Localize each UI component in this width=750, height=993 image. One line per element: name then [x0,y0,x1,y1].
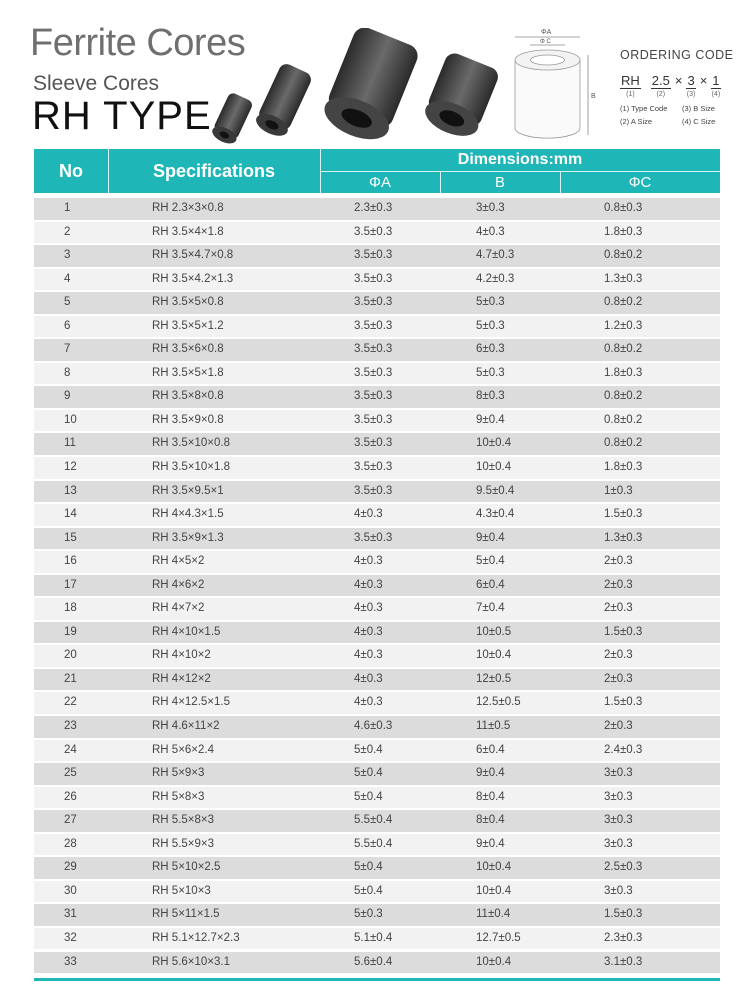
cell-phi-c: 1±0.3 [604,484,633,497]
cell-phi-a: 5.6±0.4 [354,955,393,968]
table-row [34,363,720,385]
cell-b: 7±0.4 [476,602,505,615]
cell-phi-a: 3.5±0.3 [354,225,393,238]
cell-no: 18 [64,602,77,615]
table-row [34,692,720,714]
dimension-diagram [505,25,610,145]
cell-spec: RH 3.5×5×1.2 [152,319,224,332]
header-specifications: Specifications [152,160,276,181]
cell-b: 9±0.4 [476,531,505,544]
cell-phi-a: 3.5±0.3 [354,343,393,356]
cell-phi-c: 1.5±0.3 [604,908,643,921]
cell-phi-c: 1.3±0.3 [604,272,643,285]
table-row [34,481,720,503]
cell-phi-a: 5.5±0.4 [354,814,393,827]
cell-spec: RH 5×10×3 [152,884,211,897]
cell-spec: RH 4×4.3×1.5 [152,508,224,521]
cell-b: 10±0.4 [476,861,512,874]
cell-phi-c: 0.8±0.3 [604,202,643,214]
cell-spec: RH 5×9×3 [152,767,205,780]
cell-phi-a: 4±0.3 [354,672,383,685]
cell-no: 7 [64,343,71,356]
cell-phi-c: 1.8±0.3 [604,461,643,474]
cell-phi-a: 5.1±0.4 [354,931,393,944]
cell-no: 27 [64,814,77,827]
cell-phi-c: 0.8±0.2 [604,390,643,403]
cell-spec: RH 3.5×4.7×0.8 [152,249,234,262]
cell-b: 11±0.5 [476,720,511,733]
cell-no: 13 [64,484,77,497]
phi-c-label: Φ C [540,39,551,45]
b-label: B [591,93,596,100]
cell-spec: RH 3.5×8×0.8 [152,390,224,403]
cell-no: 2 [64,225,71,238]
cell-b: 6±0.4 [476,578,505,591]
cell-phi-a: 3.5±0.3 [354,413,393,426]
table-row [34,598,720,620]
table-bottom-rule [34,978,720,981]
cell-no: 20 [64,649,77,662]
cell-b: 10±0.4 [476,955,512,968]
cell-phi-a: 3.5±0.3 [354,272,393,285]
cell-no: 21 [64,672,77,685]
page-title: Ferrite Cores [30,22,246,64]
cell-phi-a: 3.5±0.3 [354,249,393,262]
table-row [34,740,720,762]
cell-phi-a: 5±0.4 [354,884,383,897]
cell-phi-c: 3±0.3 [604,790,633,803]
cell-phi-c: 2±0.3 [604,720,633,733]
cell-phi-c: 0.8±0.2 [604,343,643,356]
table-row [34,810,720,832]
cell-no: 25 [64,767,77,780]
cell-phi-c: 0.8±0.2 [604,296,643,309]
header-phi-a: ΦA [369,174,391,191]
cell-no: 1 [64,202,71,214]
cell-no: 11 [64,437,76,450]
cell-b: 10±0.4 [476,649,512,662]
cell-no: 15 [64,531,77,544]
code-part: 1 [712,73,720,88]
cell-phi-c: 2±0.3 [604,578,633,591]
cell-phi-c: 2.3±0.3 [604,931,643,944]
code-part: 3 [687,73,695,88]
cell-phi-a: 5±0.4 [354,767,383,780]
cell-spec: RH 2.3×3×0.8 [152,202,224,214]
table-row [34,245,720,267]
cell-b: 4.2±0.3 [476,272,515,285]
cell-no: 10 [64,413,77,426]
header-dimensions: Dimensions:mm [457,151,583,168]
table-row [34,528,720,550]
cell-phi-c: 2.5±0.3 [604,861,643,874]
cell-spec: RH 4×12.5×1.5 [152,696,231,709]
cell-phi-a: 4.6±0.3 [354,720,393,733]
cell-b: 5±0.3 [476,319,505,332]
code-separator: × [699,73,708,88]
table-row [34,410,720,432]
cell-phi-c: 0.8±0.2 [604,413,643,426]
cell-phi-a: 3.5±0.3 [354,484,393,497]
cell-b: 5±0.4 [476,555,505,568]
cell-phi-a: 4±0.3 [354,578,383,591]
cell-b: 4.3±0.4 [476,508,515,521]
cell-b: 8±0.4 [476,814,505,827]
cell-no: 5 [64,296,71,309]
cell-spec: RH 5×8×3 [152,790,205,803]
table-row [34,857,720,879]
cell-phi-c: 0.8±0.2 [604,249,643,262]
table-row [34,198,720,220]
cell-phi-c: 1.8±0.3 [604,225,643,238]
cell-spec: RH 4×10×2 [152,649,211,662]
cell-spec: RH 3.5×5×1.8 [152,366,224,379]
cell-phi-c: 2.4±0.3 [604,743,643,756]
cell-no: 29 [64,861,77,874]
cell-no: 14 [64,508,77,521]
cell-spec: RH 3.5×5×0.8 [152,296,224,309]
code-part-number: (4) [711,91,721,98]
ordering-code-title: ORDERING CODE [620,48,734,62]
cell-spec: RH 3.5×4.2×1.3 [152,272,234,285]
cell-phi-c: 2±0.3 [604,555,633,568]
cell-no: 31 [64,908,77,921]
ordering-legend [620,104,745,126]
cell-no: 19 [64,625,77,638]
cell-phi-a: 4±0.3 [354,649,383,662]
cell-no: 28 [64,837,77,850]
table-row [34,292,720,314]
cell-b: 12.7±0.5 [476,931,521,944]
cell-no: 30 [64,884,77,897]
cell-phi-a: 3.5±0.3 [354,366,393,379]
cell-phi-c: 2±0.3 [604,602,633,615]
cell-spec: RH 4×6×2 [152,578,205,591]
table-row [34,645,720,667]
cell-no: 32 [64,931,77,944]
cell-phi-a: 4±0.3 [354,508,383,521]
cell-spec: RH 5.1×12.7×2.3 [152,931,240,944]
cell-no: 8 [64,366,71,379]
legend-item: (1) Type Code [620,104,668,113]
cell-spec: RH 3.5×9×0.8 [152,413,224,426]
cell-b: 12±0.5 [476,672,512,685]
cell-phi-a: 5±0.4 [354,743,383,756]
cell-no: 33 [64,955,77,968]
cell-b: 12.5±0.5 [476,696,521,709]
cell-spec: RH 5×11×1.5 [152,908,220,921]
cell-no: 22 [64,696,77,709]
cell-phi-a: 3.5±0.3 [354,390,393,403]
cell-b: 10±0.4 [476,437,512,450]
cell-spec: RH 4×5×2 [152,555,205,568]
table-row [34,457,720,479]
cell-no: 12 [64,461,77,474]
ordering-code-example [620,74,745,98]
cell-b: 4±0.3 [476,225,505,238]
header-phi-c: ΦC [628,174,652,191]
table-row [34,834,720,856]
legend-item: (2) A Size [620,117,653,126]
cell-no: 17 [64,578,77,591]
header-no: No [59,160,83,181]
ferrite-cores-image [210,28,510,148]
ordering-code [620,48,745,126]
cell-b: 10±0.4 [476,884,512,897]
code-part: RH [621,73,640,88]
cell-no: 23 [64,720,77,733]
cell-phi-c: 3.1±0.3 [604,955,643,968]
cell-b: 9±0.4 [476,837,505,850]
cell-phi-a: 3.5±0.3 [354,437,393,450]
cell-phi-a: 4±0.3 [354,602,383,615]
table-row [34,716,720,738]
table-row [34,904,720,926]
cell-phi-a: 3.5±0.3 [354,461,393,474]
cell-phi-c: 1.8±0.3 [604,366,643,379]
cell-b: 4.7±0.3 [476,249,515,262]
cell-spec: RH 4×10×1.5 [152,625,221,638]
table-row [34,316,720,338]
cell-no: 24 [64,743,77,756]
cell-phi-a: 5±0.4 [354,790,383,803]
cell-phi-a: 3.5±0.3 [354,531,393,544]
cell-no: 9 [64,390,71,403]
page-subtitle: Sleeve Cores [33,72,160,95]
table-row [34,881,720,903]
cell-b: 9±0.4 [476,413,505,426]
cell-b: 3±0.3 [476,202,505,214]
cell-phi-c: 1.3±0.3 [604,531,643,544]
cell-spec: RH 4.6×11×2 [152,720,220,733]
header-b: B [494,174,505,191]
table-row [34,433,720,455]
cell-phi-c: 0.8±0.2 [604,437,643,450]
cell-phi-a: 5.5±0.4 [354,837,393,850]
cell-b: 6±0.3 [476,343,505,356]
table-row [34,386,720,408]
cell-b: 10±0.4 [476,461,512,474]
cell-b: 8±0.3 [476,390,505,403]
cell-spec: RH 5×6×2.4 [152,743,215,756]
table-body [34,198,720,975]
table-row [34,787,720,809]
cell-no: 6 [64,319,71,332]
table-row [34,222,720,244]
cell-spec: RH 5×10×2.5 [152,861,221,874]
cell-phi-a: 4±0.3 [354,625,383,638]
cell-phi-a: 5±0.3 [354,908,383,921]
cell-phi-c: 1.5±0.3 [604,696,643,709]
cell-b: 5±0.3 [476,296,505,309]
table-row [34,763,720,785]
cell-phi-c: 3±0.3 [604,814,633,827]
cell-b: 9±0.4 [476,767,505,780]
cell-spec: RH 5.5×8×3 [152,814,215,827]
phi-a-label: ΦA [541,29,552,36]
table-row [34,575,720,597]
cell-b: 6±0.4 [476,743,505,756]
table-row [34,928,720,950]
table-row [34,952,720,974]
cell-phi-a: 3.5±0.3 [354,296,393,309]
code-part: 2.5 [651,73,670,88]
table-row [34,551,720,573]
cell-spec: RH 3.5×10×0.8 [152,437,231,450]
cell-spec: RH 5.5×9×3 [152,837,215,850]
cell-spec: RH 4×12×2 [152,672,211,685]
cell-spec: RH 3.5×10×1.8 [152,461,231,474]
cell-b: 11±0.4 [476,908,511,921]
table-header [34,149,720,193]
table-row [34,504,720,526]
cell-phi-c: 1.5±0.3 [604,625,643,638]
cell-no: 26 [64,790,77,803]
cell-no: 3 [64,249,71,262]
cell-phi-a: 3.5±0.3 [354,319,393,332]
cell-spec: RH 5.6×10×3.1 [152,955,231,968]
cell-spec: RH 3.5×9×1.3 [152,531,224,544]
cell-spec: RH 4×7×2 [152,602,205,615]
cell-spec: RH 3.5×4×1.8 [152,225,224,238]
cell-b: 5±0.3 [476,366,505,379]
table-row [34,669,720,691]
cell-spec: RH 3.5×6×0.8 [152,343,224,356]
cell-no: 16 [64,555,77,568]
cell-spec: RH 3.5×9.5×1 [152,484,224,497]
cell-phi-c: 1.2±0.3 [604,319,643,332]
type-heading: RH TYPE [32,94,212,138]
cell-b: 10±0.5 [476,625,512,638]
cell-phi-a: 4±0.3 [354,696,383,709]
table-row [34,622,720,644]
cell-phi-c: 3±0.3 [604,884,633,897]
table-row [34,269,720,291]
code-part-number: (2) [656,91,666,98]
cell-phi-c: 3±0.3 [604,837,633,850]
legend-item: (4) C Size [682,117,716,126]
cell-no: 4 [64,272,71,285]
cell-phi-c: 2±0.3 [604,672,633,685]
table-row [34,339,720,361]
cell-b: 8±0.4 [476,790,505,803]
cell-phi-a: 5±0.4 [354,861,383,874]
code-part-number: (1) [626,91,635,98]
cell-b: 9.5±0.4 [476,484,515,497]
cell-phi-c: 2±0.3 [604,649,633,662]
legend-item: (3) B Size [682,104,715,113]
cell-phi-a: 2.3±0.3 [354,202,393,214]
code-part-number: (3) [686,91,696,98]
cell-phi-c: 3±0.3 [604,767,633,780]
cell-phi-a: 4±0.3 [354,555,383,568]
cell-phi-c: 1.5±0.3 [604,508,643,521]
code-separator: × [674,73,683,88]
